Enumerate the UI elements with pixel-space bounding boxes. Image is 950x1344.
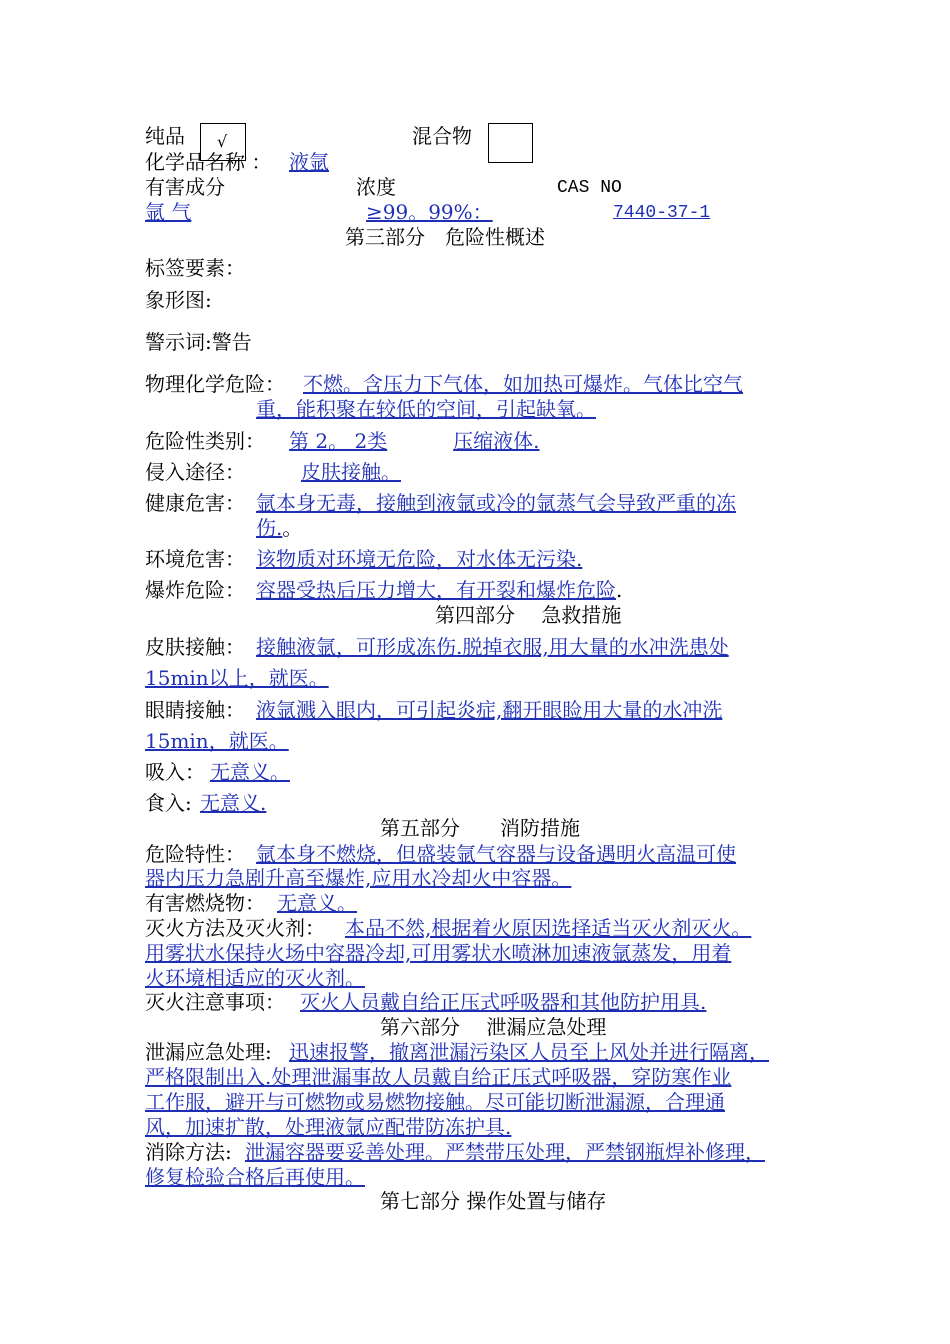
eye-contact-label: 眼睛接触：: [145, 698, 245, 722]
combustion-products-value: 无意义。: [277, 891, 357, 915]
inhalation-label: 吸入：: [145, 760, 205, 784]
health-line1: 氩本身无毒，接触到液氩或冷的氩蒸气会导致严重的冻: [256, 491, 736, 515]
disposal-line1: 泄漏容器要妥善处理。严禁带压处理，严禁钢瓶焊补修理，: [245, 1140, 765, 1164]
fire-hazard-label: 危险特性：: [145, 842, 245, 866]
fire-hazard-line1: 氩本身不燃烧，但盛装氩气容器与设备遇明火高温可使: [256, 842, 736, 866]
leak-emergency-line3: 工作服，避开与可燃物或易燃物接触。尽可能切断泄漏源，合理通: [145, 1090, 725, 1114]
components-col-concentration: 浓度: [356, 175, 396, 199]
leak-emergency-label: 泄漏应急处理:: [145, 1040, 272, 1064]
mixture-checkbox[interactable]: [488, 123, 533, 163]
skin-contact-line1: 接触液氩，可形成冻伤.脱掉衣服,用大量的水冲洗患处: [256, 635, 729, 659]
fire-hazard-line2: 器内压力急剧升高至爆炸,应用水冷却火中容器。: [145, 866, 572, 890]
ingestion-label: 食入:: [145, 791, 192, 815]
pictogram-label: 象形图:: [145, 288, 212, 312]
label-elements: 标签要素：: [145, 256, 245, 280]
extinguish-method-line2: 用雾状水保持火场中容器冷却,可用雾状水喷淋加速液氩蒸发，用着: [145, 941, 732, 965]
extinguish-method-label: 灭火方法及灭火剂：: [145, 916, 325, 940]
pure-product-label: 纯品: [145, 124, 185, 148]
section3-title: 第三部分 危险性概述: [345, 225, 545, 249]
chemical-name-label: 化学品名称 ：: [145, 150, 272, 174]
signal-word: 警示词:警告: [145, 330, 252, 354]
mixture-label: 混合物: [412, 124, 472, 148]
component-concentration: ≥99。99%：: [366, 200, 493, 224]
disposal-label: 消除方法:: [145, 1140, 232, 1164]
section4-title: 第四部分 急救措施: [435, 603, 622, 627]
fire-notes-label: 灭火注意事项：: [145, 990, 285, 1014]
route-label: 侵入途径：: [145, 460, 245, 484]
eye-contact-line2: 15min，就医。: [145, 729, 289, 753]
components-col-cas: CAS NO: [557, 178, 622, 198]
environment-value: 该物质对环境无危险，对水体无污染.: [256, 547, 583, 571]
leak-emergency-line4: 风，加速扩散，处理液氩应配带防冻护具.: [145, 1115, 512, 1139]
section5-title: 第五部分 消防措施: [380, 816, 580, 840]
leak-emergency-line1: 迅速报警，撤离泄漏污染区人员至上风处并进行隔离，: [289, 1040, 769, 1064]
chemical-name-value: 液氩: [289, 150, 329, 174]
component-name: 氩 气: [145, 200, 192, 224]
section6-title: 第六部分 泄漏应急处理: [380, 1015, 607, 1039]
skin-contact-label: 皮肤接触：: [145, 635, 245, 659]
physchem-label: 物理化学危险：: [145, 372, 285, 396]
inhalation-value: 无意义。: [210, 760, 290, 784]
health-line2: 伤.。: [256, 516, 303, 540]
physchem-line2: 重，能积聚在较低的空间，引起缺氧。: [256, 397, 596, 421]
section7-title: 第七部分 操作处置与储存: [380, 1189, 607, 1213]
explosion-value: 容器受热后压力增大，有开裂和爆炸危险.: [256, 578, 623, 602]
hazard-class-value: 第 2。 2类 压缩液体.: [289, 429, 540, 453]
check-mark-icon: √: [217, 132, 228, 151]
ingestion-value: 无意义.: [200, 791, 267, 815]
environment-label: 环境危害：: [145, 547, 245, 571]
components-col-name: 有害成分: [145, 175, 225, 199]
extinguish-method-line1: 本品不然,根据着火原因选择适当灭火剂灭火。: [345, 916, 752, 940]
route-value: 皮肤接触。: [301, 460, 401, 484]
component-cas: 7440-37-1: [613, 203, 711, 223]
disposal-line2: 修复检验合格后再使用。: [145, 1165, 365, 1189]
skin-contact-line2: 15min以上，就医。: [145, 666, 329, 690]
health-label: 健康危害：: [145, 491, 245, 515]
eye-contact-line1: 液氩溅入眼内，可引起炎症,翻开眼睑用大量的水冲洗: [256, 698, 723, 722]
physchem-line1: 不燃。含压力下气体，如加热可爆炸。气体比空气: [303, 372, 743, 396]
hazard-class-label: 危险性类别：: [145, 429, 265, 453]
combustion-products-label: 有害燃烧物：: [145, 891, 265, 915]
explosion-label: 爆炸危险：: [145, 578, 245, 602]
extinguish-method-line3: 火环境相适应的灭火剂。: [145, 966, 365, 990]
fire-notes-value: 灭火人员戴自给正压式呼吸器和其他防护用具.: [300, 990, 707, 1014]
leak-emergency-line2: 严格限制出入.处理泄漏事故人员戴自给正压式呼吸器，穿防寒作业: [145, 1065, 732, 1089]
